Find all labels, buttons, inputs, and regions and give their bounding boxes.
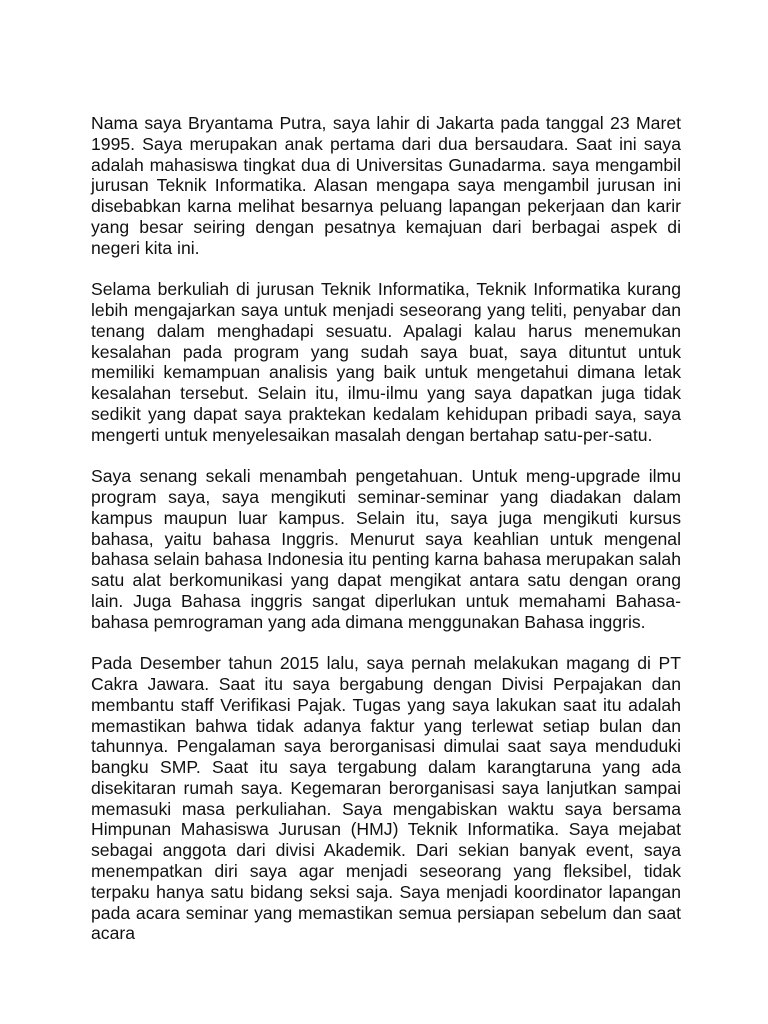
paragraph-4: Pada Desember tahun 2015 lalu, saya pernah melakukan magang di PT Cakra Jawara. Saat itu saya bergabung dengan Divisi Perpajakan dan membantu staff Verifikasi Pajak. Tugas yang saya lakukan saat itu adalah memastikan bahwa tidak adanya faktur yang terlewat setiap bulan dan tahunnya. Pengalaman saya berorganisasi dimulai saat saya menduduki bangku SMP. Saat itu saya tergabung dalam karangtaruna yang ada disekitaran rumah saya. Kegemaran berorganisasi saya lanjutkan sampai memasuki masa perkuliahan. Saya mengabiskan waktu saya bersama Himpunan Mahasiswa Jurusan (HMJ) Teknik Informatika. Saya mejabat sebagai anggota dari divisi Akademik. Dari sekian banyak event, saya menempatkan diri saya agar menjadi seseorang yang fleksibel, tidak terpaku hanya satu bidang seksi saja. Saya menjadi koordinator lapangan pada acara seminar yang memastikan semua persiapan sebelum dan saat acara <box>91 653 681 944</box>
paragraph-1: Nama saya Bryantama Putra, saya lahir di Jakarta pada tanggal 23 Maret 1995. Saya merupakan anak pertama dari dua bersaudara. Saat ini saya adalah mahasiswa tingkat dua di Universitas Gunadarma. saya mengambil jurusan Teknik Informatika. Alasan mengapa saya mengambil jurusan ini disebabkan karna melihat besarnya peluang lapangan pekerjaan dan karir yang besar seiring dengan pesatnya kemajuan dari berbagai aspek di negeri kita ini. <box>91 113 681 258</box>
document-page <box>91 113 681 944</box>
paragraph-3: Saya senang sekali menambah pengetahuan. Untuk meng-upgrade ilmu program saya, saya mengikuti seminar-seminar yang diadakan dalam kampus maupun luar kampus. Selain itu, saya juga mengikuti kursus bahasa, yaitu bahasa Inggris. Menurut saya keahlian untuk mengenal bahasa selain bahasa Indonesia itu penting karna bahasa merupakan salah satu alat berkomunikasi yang dapat mengikat antara satu dengan orang lain. Juga Bahasa inggris sangat diperlukan untuk memahami Bahasa-bahasa pemrograman yang ada dimana menggunakan Bahasa inggris. <box>91 466 681 632</box>
paragraph-2: Selama berkuliah di jurusan Teknik Informatika, Teknik Informatika kurang lebih mengajarkan saya untuk menjadi seseorang yang teliti, penyabar dan tenang dalam menghadapi sesuatu. Apalagi kalau harus menemukan kesalahan pada program yang sudah saya buat, saya dituntut untuk memiliki kemampuan analisis yang baik untuk mengetahui dimana letak kesalahan tersebut. Selain itu, ilmu-ilmu yang saya dapatkan juga tidak sedikit yang dapat saya praktekan kedalam kehidupan pribadi saya, saya mengerti untuk menyelesaikan masalah dengan bertahap satu-per-satu. <box>91 279 681 445</box>
